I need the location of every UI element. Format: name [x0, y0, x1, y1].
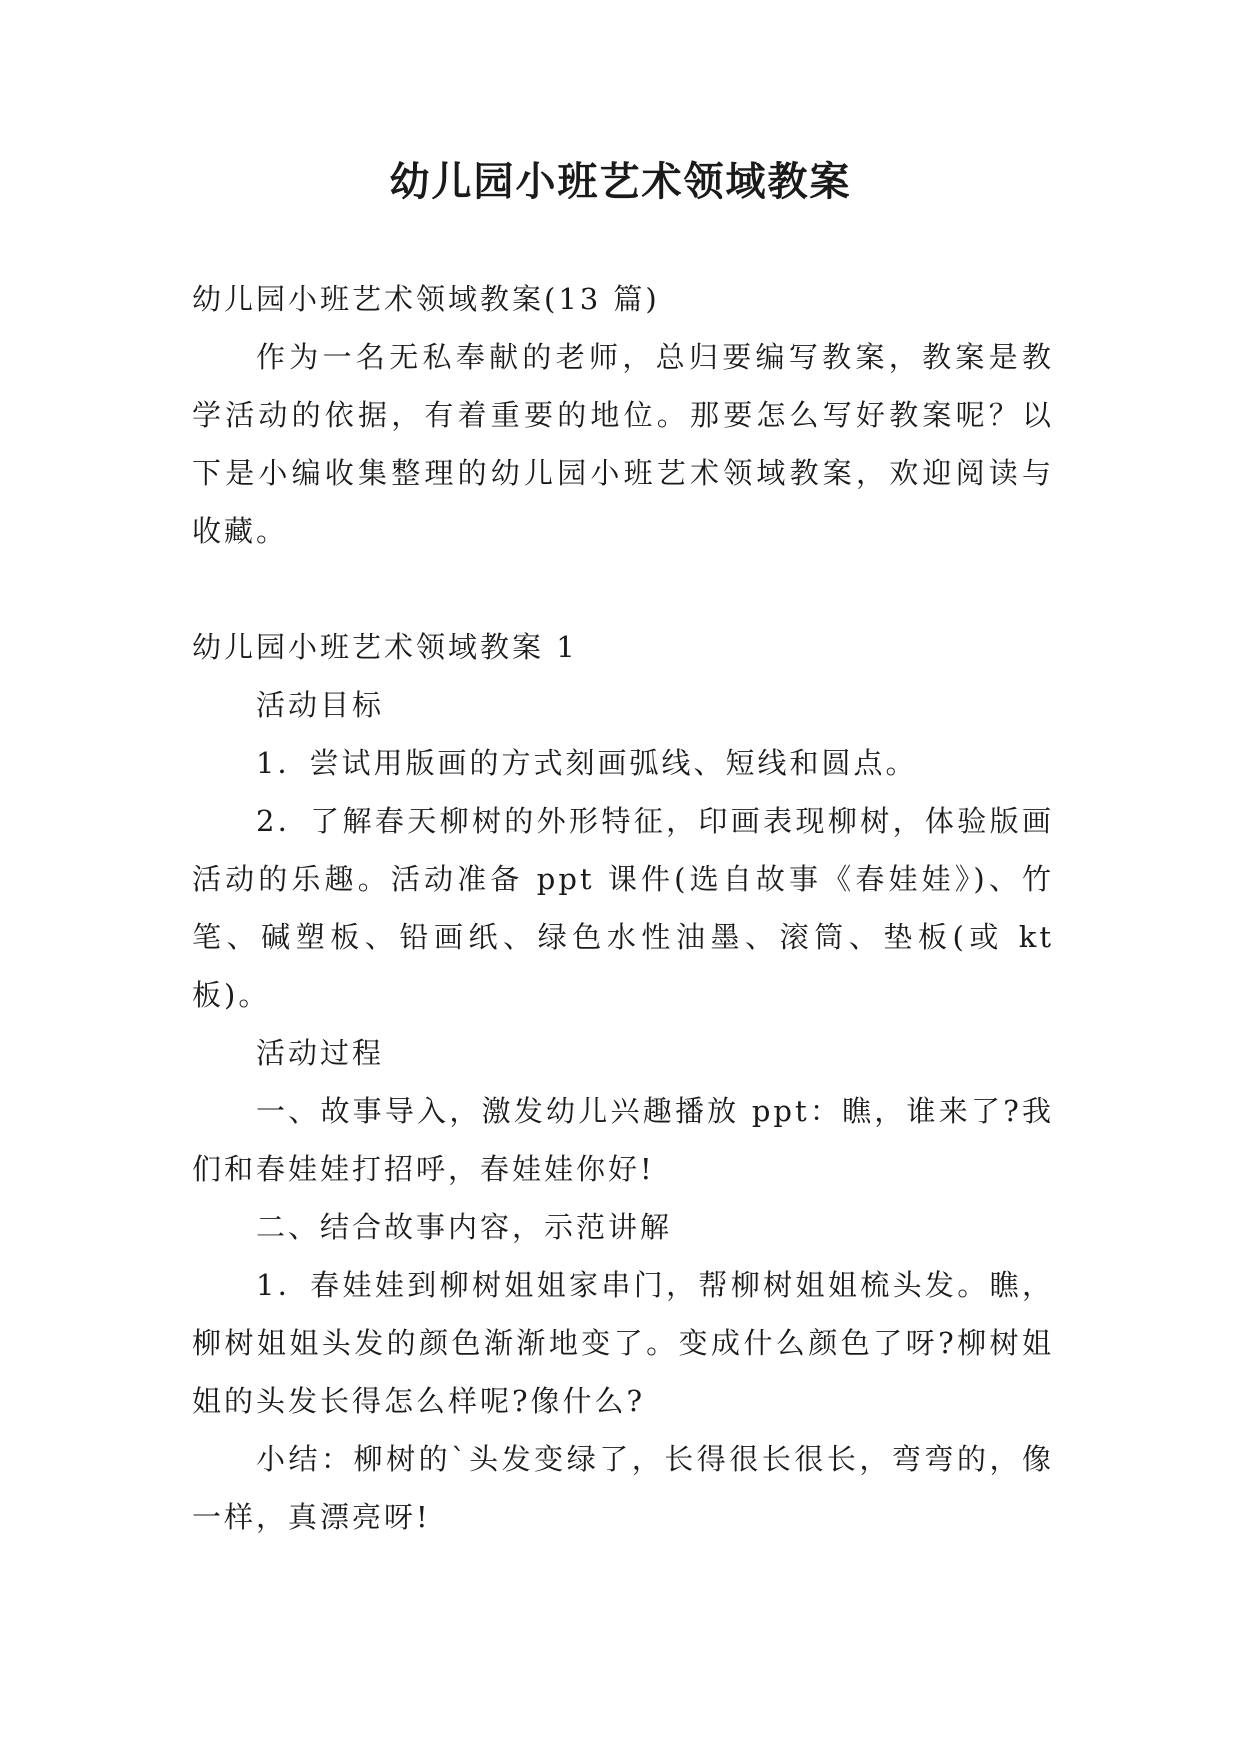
intro-paragraph: 作为一名无私奉献的老师，总归要编写教案，教案是教学活动的依据，有着重要的地位。那要怎么写好教案呢？以下是小编收集整理的幼儿园小班艺术领域教案，欢迎阅读与收藏。	[192, 340, 1054, 548]
process-step-2: 二、结合故事内容，示范讲解	[256, 1210, 673, 1244]
goal-item-1: 1．尝试用版画的方式刻画弧线、短线和圆点。	[256, 746, 918, 780]
document-title: 幼儿园小班艺术领域教案	[389, 159, 852, 205]
section-heading: 幼儿园小班艺术领域教案 1	[192, 630, 578, 664]
process-step-2-1: 1．春娃娃到柳树姐姐家串门，帮柳树姐姐梳头发。瞧，柳树姐姐头发的颜色渐渐地变了。变成什么颜色了呀?柳树姐姐的头发长得怎么样呢?像什么?	[192, 1268, 1054, 1418]
process-heading: 活动过程	[256, 1036, 385, 1070]
summary-paragraph: 小结：柳树的`头发变绿了，长得很长很长，弯弯的，像一样，真漂亮呀!	[192, 1442, 1054, 1534]
goal-heading: 活动目标	[256, 688, 385, 722]
document-subtitle: 幼儿园小班艺术领域教案(13 篇)	[192, 282, 660, 316]
goal-item-2: 2．了解春天柳树的外形特征，印画表现柳树，体验版画活动的乐趣。活动准备 ppt 课件(选自故事《春娃娃》)、竹笔、碱塑板、铅画纸、绿色水性油墨、滚筒、垫板(或 kt 板)。	[192, 804, 1054, 1012]
paragraph-gap	[192, 560, 1054, 618]
document-body	[192, 270, 1054, 1546]
process-step-1: 一、故事导入，激发幼儿兴趣播放 ppt：瞧，谁来了?我们和春娃娃打招呼，春娃娃你好!	[192, 1094, 1054, 1186]
